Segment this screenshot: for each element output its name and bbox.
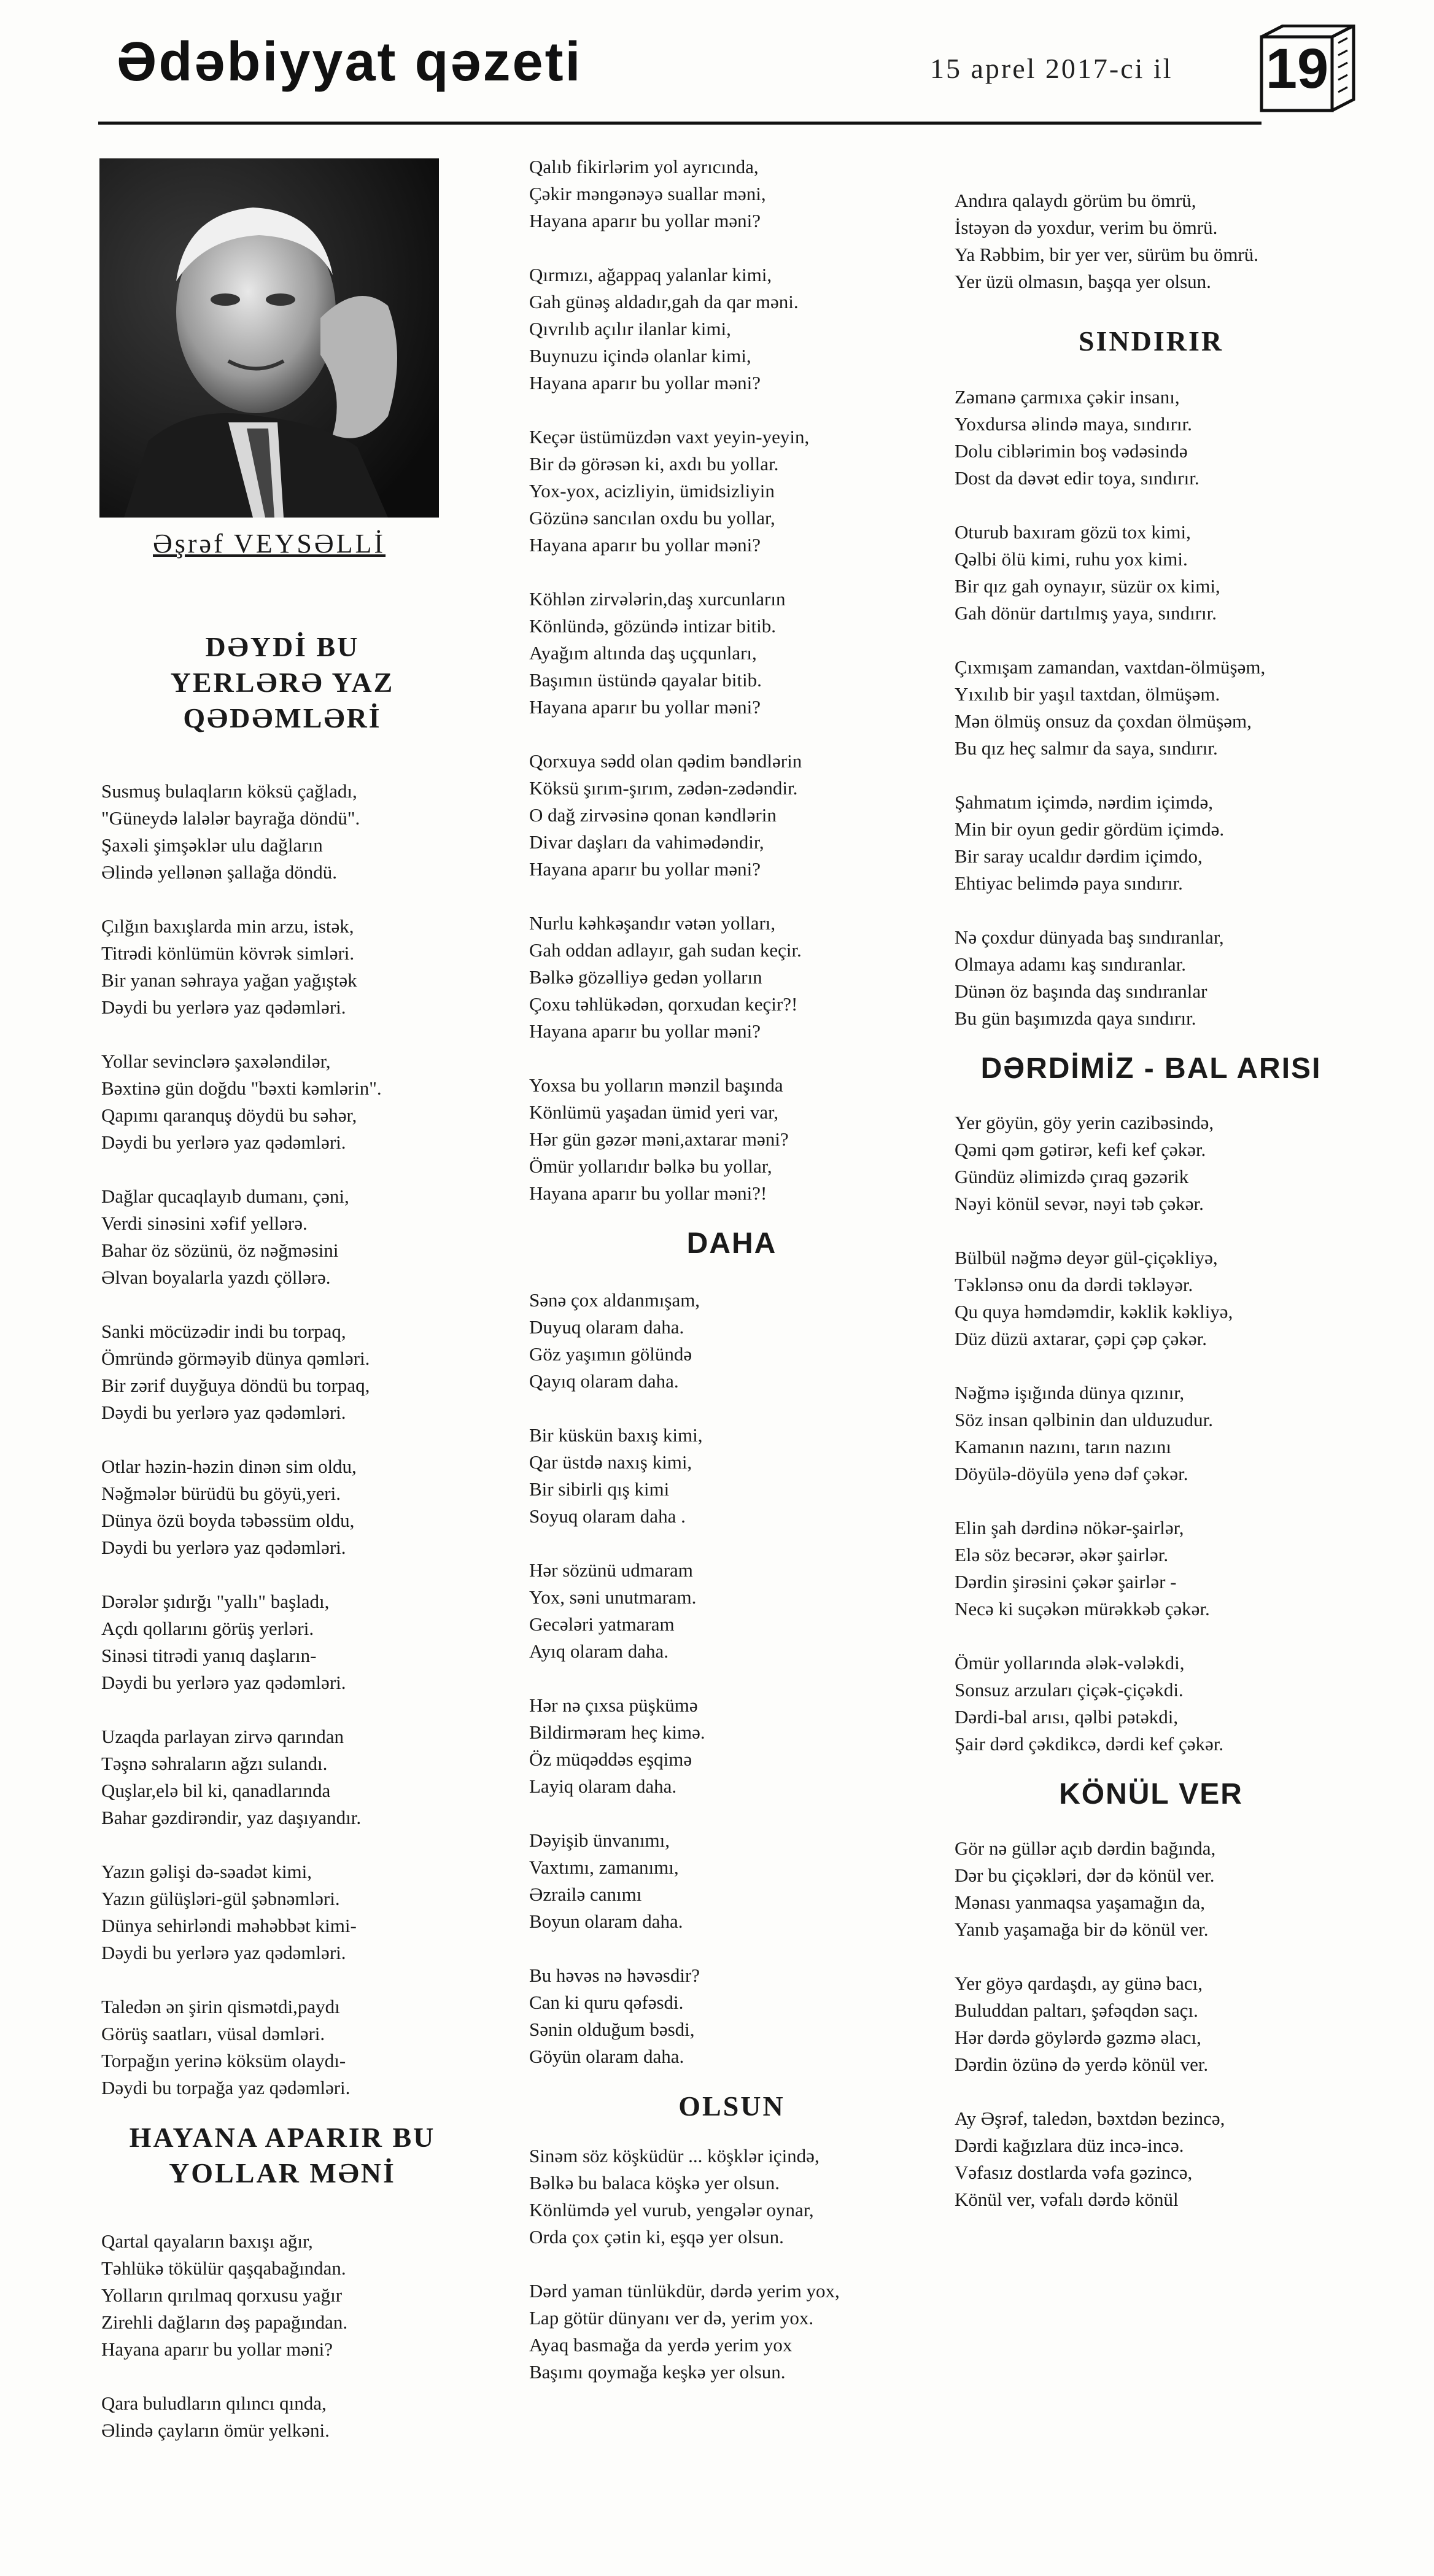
- stanza: [955, 1379, 1347, 1488]
- verse-line: Bir zərif duyğuya döndü bu torpaq,: [101, 1375, 370, 1396]
- poem-title: DƏRDİMİZ - BAL ARISI: [980, 1052, 1322, 1085]
- verse-line: Qar üstdə naxış kimi,: [529, 1451, 692, 1473]
- verse-line: Şaxəli şimşəklər ulu dağların: [101, 834, 323, 856]
- verse-line: Çoxu təhlükədən, qorxudan keçir?!: [529, 993, 798, 1015]
- verse-line: Necə ki suçəkən mürəkkəb çəkər.: [955, 1598, 1210, 1620]
- verse-line: Yer göyün, göy yerin cazibəsində,: [955, 1112, 1214, 1133]
- verse-line: Gah dönür dartılmış yaya, sındırır.: [955, 602, 1217, 624]
- verse-line: Yer üzü olmasın, başqa yer olsun.: [955, 271, 1211, 292]
- verse-line: Zirehli dağların dəş papağından.: [101, 2311, 348, 2333]
- verse-line: Ömür yollarında ələk-vələkdi,: [955, 1652, 1185, 1674]
- verse-line: Dəydi bu torpağa yaz qədəmləri.: [101, 2077, 351, 2098]
- verse-line: Buluddan paltarı, şəfəqdən saçı.: [955, 2000, 1198, 2021]
- verse-line: Titrədi könlümün kövrək simləri.: [101, 942, 355, 964]
- verse-line: Dərdin özünə də yerdə könül ver.: [955, 2054, 1209, 2075]
- verse-line: Dəydi bu yerlərə yaz qədəmləri.: [101, 1942, 346, 1963]
- verse-line: Yollar sevinclərə şaxələndilər,: [101, 1050, 331, 1072]
- verse-line: Qara buludların qılıncı qında,: [101, 2392, 327, 2414]
- verse-line: Gündüz əlimizdə çıraq gəzərik: [955, 1166, 1189, 1187]
- verse-line: Hər nə çıxsa püşkümə: [529, 1694, 698, 1716]
- verse-line: Andıra qalaydı görüm bu ömrü,: [955, 190, 1196, 211]
- verse-line: Yoxdursa əlində maya, sındırır.: [955, 413, 1192, 435]
- stanza: [101, 1858, 463, 1966]
- stanza: [529, 1072, 934, 1207]
- stanza: [955, 2105, 1347, 2213]
- verse-line: Şair dərd çəkdikcə, dərdi kef çəkər.: [955, 1733, 1224, 1755]
- verse-line: Təşnə səhraların ağzı sulandı.: [101, 1753, 328, 1774]
- verse-line: Çılğın baxışlarda min arzu, istək,: [101, 915, 354, 937]
- verse-line: Ya Rəbbim, bir yer ver, sürüm bu ömrü.: [955, 244, 1259, 265]
- verse-line: Sənə çox aldanmışam,: [529, 1289, 700, 1311]
- verse-line: Hər sözünü udmaram: [529, 1559, 693, 1581]
- verse-line: Bir də görəsən ki, axdı bu yollar.: [529, 453, 779, 475]
- verse-line: Hər gün gəzər məni,axtarar məni?: [529, 1128, 789, 1150]
- poem-title: DƏYDİ BU YERLƏRƏ YAZ QƏDƏMLƏRİ: [170, 631, 395, 734]
- verse-line: Qu quya həmdəmdir, kəklik kəkliyə,: [955, 1301, 1233, 1322]
- verse-line: Ay Əşrəf, taledən, bəxtdən bezincə,: [955, 2108, 1225, 2129]
- verse-line: Gözünə sancılan oxdu bu yollar,: [529, 507, 775, 529]
- column-3: [955, 187, 1347, 2213]
- verse-line: Bir saray ucaldır dərdim içimdo,: [955, 845, 1203, 867]
- verse-line: Quşlar,elə bil ki, qanadlarında: [101, 1780, 331, 1801]
- verse-line: "Güneydə lalələr bayrağa döndü".: [101, 807, 360, 829]
- verse-line: Bir qız gah oynayır, süzür ox kimi,: [955, 575, 1220, 597]
- verse-line: Yoxsa bu yolların mənzil başında: [529, 1074, 783, 1096]
- verse-line: Ömür yollarıdır bəlkə bu yollar,: [529, 1155, 772, 1177]
- stanza: [955, 924, 1347, 1032]
- verse-line: Qəlbi ölü kimi, ruhu yox kimi.: [955, 548, 1188, 570]
- verse-line: Gecələri yatmaram: [529, 1613, 675, 1635]
- poem-title: OLSUN: [678, 2090, 785, 2122]
- verse-line: Dünən öz başında daş sındıranlar: [955, 980, 1207, 1002]
- verse-line: Dərdin şirəsini çəkər şairlər -: [955, 1571, 1177, 1593]
- verse-line: Çəkir məngənəyə suallar məni,: [529, 183, 766, 204]
- verse-line: Otlar həzin-həzin dinən sim oldu,: [101, 1456, 357, 1477]
- verse-line: Can ki quru qəfəsdi.: [529, 1992, 684, 2013]
- verse-line: Ayıq olaram daha.: [529, 1640, 669, 1662]
- stanza: [529, 262, 934, 397]
- verse-line: Boyun olaram daha.: [529, 1911, 683, 1932]
- verse-line: Hayana aparır bu yollar məni?!: [529, 1182, 767, 1204]
- verse-line: Nurlu kəhkəşandır vətən yolları,: [529, 912, 776, 934]
- stanza: [955, 1244, 1347, 1352]
- verse-line: Hayana aparır bu yollar məni?: [529, 696, 761, 718]
- stanza: [955, 519, 1347, 627]
- stanza: [101, 1318, 463, 1426]
- poem-title: KÖNÜL VER: [1059, 1778, 1243, 1810]
- poem-title: DAHA: [686, 1227, 777, 1260]
- author-name: Əşrəf VEYSƏLLİ: [152, 529, 386, 559]
- stanza: [101, 1453, 463, 1561]
- verse-line: Vaxtımı, zamanımı,: [529, 1856, 679, 1878]
- verse-line: Təklənsə onu da dərdi təkləyər.: [955, 1274, 1193, 1295]
- stanza: [955, 384, 1347, 492]
- stanza: [101, 778, 463, 886]
- stanza: [955, 1515, 1347, 1623]
- verse-line: Dəydi bu yerlərə yaz qədəmləri.: [101, 996, 346, 1018]
- stanza: [529, 153, 934, 235]
- verse-line: Əzrailə canımı: [529, 1884, 642, 1905]
- verse-line: Susmuş bulaqların köksü çağladı,: [101, 780, 357, 802]
- verse-line: Taledən ən şirin qismətdi,paydı: [101, 1996, 340, 2017]
- masthead-rule: [98, 122, 1262, 125]
- stanza: [955, 1970, 1347, 2078]
- verse-line: Köksü şırım-şırım, zədən-zədəndir.: [529, 777, 798, 799]
- stanza: [529, 2143, 934, 2251]
- verse-line: Qorxuya sədd olan qədim bəndlərin: [529, 750, 802, 772]
- verse-line: Orda çox çətin ki, eşqə yer olsun.: [529, 2226, 784, 2248]
- verse-line: Ömründə görməyib dünya qəmləri.: [101, 1348, 370, 1369]
- verse-line: Könlümdə yel vurub, yengələr oynar,: [529, 2199, 814, 2221]
- verse-line: Ayaq basmağa da yerdə yerim yox: [529, 2334, 793, 2356]
- verse-line: Bahar gəzdirəndir, yaz daşıyandır.: [101, 1807, 362, 1828]
- verse-line: İstəyən də yoxdur, verim bu ömrü.: [955, 217, 1218, 238]
- verse-line: Soyuq olaram daha .: [529, 1505, 686, 1527]
- verse-line: Əlvan boyalarla yazdı çöllərə.: [101, 1267, 331, 1288]
- stanza: [101, 2228, 463, 2363]
- verse-line: Ayağım altında daş uçqunları,: [529, 642, 757, 664]
- verse-line: Yıxılıb bir yaşıl taxtdan, ölmüşəm.: [955, 683, 1220, 705]
- verse-line: Duyuq olaram daha.: [529, 1316, 684, 1338]
- verse-line: Şahmatım içimdə, nərdim içimdə,: [955, 791, 1213, 813]
- verse-line: Bəlkə gözəlliyə gedən yolların: [529, 966, 762, 988]
- stanza: [529, 1827, 934, 1935]
- verse-line: Oturub baxıram gözü tox kimi,: [955, 521, 1191, 543]
- verse-line: Torpağın yerinə köksüm olaydı-: [101, 2050, 346, 2071]
- verse-line: Dəydi bu yerlərə yaz qədəmləri.: [101, 1672, 346, 1693]
- verse-line: Elə söz becərər, əkər şairlər.: [955, 1544, 1169, 1565]
- verse-line: Gah oddan adlayır, gah sudan keçir.: [529, 939, 802, 961]
- stanza: [955, 1835, 1347, 1943]
- verse-line: Söz insan qəlbinin dan ulduzudur.: [955, 1409, 1214, 1430]
- column-1: [101, 629, 463, 2444]
- issue-date: 15 aprel 2017-ci il: [930, 53, 1173, 84]
- poem-title: HAYANA APARIR BU YOLLAR MƏNİ: [129, 2122, 436, 2189]
- verse-line: Dünya sehirləndi məhəbbət kimi-: [101, 1915, 357, 1936]
- verse-line: Olmaya adamı kaş sındıranlar.: [955, 953, 1187, 975]
- verse-line: Nəğmələr bürüdü bu göyü,yeri.: [101, 1483, 341, 1504]
- verse-line: Hayana aparır bu yollar məni?: [101, 2338, 333, 2360]
- verse-line: Yolların qırılmaq qorxusu yağır: [101, 2284, 343, 2306]
- verse-line: Dəydi bu yerlərə yaz qədəmləri.: [101, 1402, 346, 1423]
- verse-line: Uzaqda parlayan zirvə qarından: [101, 1726, 344, 1747]
- verse-line: Könül ver, vəfalı dərdə könül: [955, 2189, 1179, 2210]
- verse-line: Buynuzu içində olanlar kimi,: [529, 345, 751, 367]
- verse-line: Dərd yaman tünlükdür, dərdə yerim yox,: [529, 2280, 840, 2302]
- verse-line: Əlində yellənən şallağa döndü.: [101, 861, 337, 883]
- newspaper-title: Ədəbiyyat qəzeti: [117, 31, 583, 93]
- verse-line: Bu gün başımızda qaya sındırır.: [955, 1007, 1196, 1029]
- verse-line: Bülbül nəğmə deyər gül-çiçəkliyə,: [955, 1247, 1218, 1268]
- verse-line: Yazın gəlişi də-səadət kimi,: [101, 1861, 312, 1882]
- verse-line: Kamanın nazını, tarın nazını: [955, 1436, 1171, 1457]
- verse-line: Hər dərdə göylərdə gəzmə əlacı,: [955, 2027, 1201, 2048]
- verse-line: Sənin olduğum bəsdi,: [529, 2019, 695, 2040]
- stanza: [529, 1692, 934, 1800]
- stanza: [101, 1723, 463, 1831]
- verse-line: Dər bu çiçəkləri, dər də könül ver.: [955, 1864, 1215, 1886]
- stanza: [101, 1183, 463, 1291]
- verse-line: Hayana aparır bu yollar məni?: [529, 1020, 761, 1042]
- verse-line: Qəmi qəm gətirər, kefi kef çəkər.: [955, 1139, 1206, 1160]
- verse-line: Könlündə, gözündə intizar bitib.: [529, 615, 777, 637]
- verse-line: Dəydi bu yerlərə yaz qədəmləri.: [101, 1131, 346, 1153]
- verse-line: Bu qız heç salmır da saya, sındırır.: [955, 737, 1218, 759]
- verse-line: Dolu ciblərimin boş vədəsində: [955, 440, 1188, 462]
- column-2: [529, 153, 934, 2386]
- verse-line: Hayana aparır bu yollar məni?: [529, 534, 761, 556]
- verse-line: Dost da dəvət edir toya, sındırır.: [955, 467, 1200, 489]
- stanza: [101, 913, 463, 1021]
- verse-line: Sonsuz arzuları çiçək-çiçəkdi.: [955, 1679, 1184, 1701]
- verse-line: Min bir oyun gedir gördüm içimdə.: [955, 818, 1225, 840]
- verse-line: Lap götür dünyanı ver də, yerim yox.: [529, 2307, 814, 2329]
- verse-line: Dərdi kağızlara düz incə-incə.: [955, 2135, 1184, 2156]
- verse-line: Açdı qollarını görüş yerləri.: [101, 1618, 314, 1639]
- verse-line: Dünya özü boyda təbəssüm oldu,: [101, 1510, 355, 1531]
- stanza: [529, 1287, 934, 1395]
- verse-line: Düz düzü axtarar, çəpi çəp çəkər.: [955, 1328, 1207, 1349]
- verse-line: Dəydi bu yerlərə yaz qədəmləri.: [101, 1537, 346, 1558]
- poem-title: SINDIRIR: [1078, 325, 1224, 357]
- verse-line: Gah günəş aldadır,gah da qar məni.: [529, 291, 799, 312]
- stanza: [955, 1650, 1347, 1758]
- author-photo: [99, 158, 439, 518]
- verse-line: Bu həvəs nə həvəsdir?: [529, 1965, 700, 1986]
- page-number: 19: [1265, 37, 1329, 100]
- stanza: [101, 1588, 463, 1696]
- verse-line: Verdi sinəsini xəfif yellərə.: [101, 1212, 308, 1234]
- stanza: [955, 187, 1347, 295]
- verse-line: Köhlən zirvələrin,daş xurcunların: [529, 588, 786, 610]
- verse-line: Yazın gülüşləri-gül şəbnəmləri.: [101, 1888, 340, 1909]
- verse-line: Sinəsi titrədi yanıq daşların-: [101, 1645, 317, 1666]
- verse-line: Ehtiyac belimdə paya sındırır.: [955, 872, 1183, 894]
- verse-line: Dağlar qucaqlayıb dumanı, çəni,: [101, 1185, 349, 1207]
- verse-line: Qartal qayaların baxışı ağır,: [101, 2230, 313, 2252]
- verse-line: Təhlükə tökülür qaşqabağından.: [101, 2257, 346, 2279]
- verse-line: Yer göyə qardaşdı, ay günə bacı,: [955, 1973, 1203, 1994]
- verse-line: Dəyişib ünvanımı,: [529, 1829, 670, 1851]
- verse-line: Öz müqəddəs eşqimə: [529, 1748, 692, 1770]
- verse-line: Bir sibirli qış kimi: [529, 1478, 670, 1500]
- stanza: [529, 2278, 934, 2386]
- verse-line: Qıvrılıb açılır ilanlar kimi,: [529, 318, 731, 339]
- verse-line: Sanki möcüzədir indi bu torpaq,: [101, 1321, 346, 1342]
- verse-line: Yanıb yaşamağa bir də könül ver.: [955, 1918, 1209, 1940]
- masthead: [0, 0, 1434, 141]
- verse-line: Yox-yox, acizliyin, ümidsizliyin: [529, 480, 775, 502]
- stanza: [101, 2390, 463, 2444]
- stanza: [529, 1557, 934, 1665]
- stanza: [101, 1048, 463, 1156]
- verse-line: Göyün olaram daha.: [529, 2046, 684, 2067]
- verse-line: Mən ölmüş onsuz da çoxdan ölmüşəm,: [955, 710, 1252, 732]
- verse-line: Bəxtinə gün doğdu "bəxti kəmlərin".: [101, 1077, 382, 1099]
- verse-line: Nəyi könül sevər, nəyi təb çəkər.: [955, 1193, 1204, 1214]
- verse-line: Bəlkə bu balaca köşkə yer olsun.: [529, 2172, 780, 2194]
- verse-line: Hayana aparır bu yollar məni?: [529, 210, 761, 231]
- verse-line: Zəmanə çarmıxa çəkir insanı,: [955, 386, 1180, 408]
- verse-line: Sinəm söz köşküdür ... köşklər içində,: [529, 2145, 820, 2167]
- verse-line: Hayana aparır bu yollar məni?: [529, 858, 761, 880]
- verse-line: Göz yaşımın gölündə: [529, 1343, 692, 1365]
- verse-line: Gör nə güllər açıb dərdin bağında,: [955, 1837, 1216, 1859]
- verse-line: Başımı qoymağa keşkə yer olsun.: [529, 2361, 786, 2383]
- verse-line: Əlində çayların ömür yelkəni.: [101, 2419, 330, 2441]
- stanza: [529, 1962, 934, 2070]
- stanza: [529, 586, 934, 721]
- verse-line: Çıxmışam zamandan, vaxtdan-ölmüşəm,: [955, 656, 1266, 678]
- verse-line: Nəğmə işığında dünya qızınır,: [955, 1382, 1185, 1403]
- stanza: [955, 654, 1347, 762]
- verse-line: Bir küskün baxış kimi,: [529, 1424, 703, 1446]
- verse-line: Bildirməram heç kimə.: [529, 1721, 705, 1743]
- stanza: [101, 1993, 463, 2101]
- verse-line: Elin şah dərdinə nökər-şairlər,: [955, 1517, 1184, 1538]
- verse-line: Layiq olaram daha.: [529, 1775, 677, 1797]
- verse-line: Keçər üstümüzdən vaxt yeyin-yeyin,: [529, 426, 810, 448]
- verse-line: Başımın üstündə qayalar bitib.: [529, 669, 762, 691]
- verse-line: Qapımı qaranquş döydü bu səhər,: [101, 1104, 357, 1126]
- verse-line: Döyülə-döyülə yenə dəf çəkər.: [955, 1463, 1188, 1484]
- verse-line: Dərdi-bal arısı, qəlbi pətəkdi,: [955, 1706, 1179, 1728]
- verse-line: Hayana aparır bu yollar məni?: [529, 372, 761, 394]
- verse-line: Qalıb fikirlərim yol ayrıcında,: [529, 156, 759, 177]
- stanza: [955, 1109, 1347, 1217]
- verse-line: Bahar öz sözünü, öz nəğməsini: [101, 1240, 339, 1261]
- verse-line: Bir yanan səhraya yağan yağıştək: [101, 969, 357, 991]
- stanza: [529, 1422, 934, 1530]
- verse-line: Qırmızı, ağappaq yalanlar kimi,: [529, 264, 772, 285]
- verse-line: Yox, səni unutmaram.: [529, 1586, 697, 1608]
- verse-line: O dağ zirvəsinə qonan kəndlərin: [529, 804, 777, 826]
- verse-line: Görüş saatları, vüsal dəmləri.: [101, 2023, 325, 2044]
- verse-line: Vəfasız dostlarda vəfa gəzincə,: [955, 2162, 1193, 2183]
- verse-line: Divar daşları da vahimədəndir,: [529, 831, 764, 853]
- stanza: [529, 748, 934, 883]
- verse-line: Könlümü yaşadan ümid yeri var,: [529, 1101, 778, 1123]
- verse-line: Mənası yanmaqsa yaşamağın da,: [955, 1891, 1206, 1913]
- verse-line: Nə çoxdur dünyada baş sındıranlar,: [955, 926, 1224, 948]
- stanza: [955, 789, 1347, 897]
- stanza: [529, 910, 934, 1045]
- stanza: [529, 424, 934, 559]
- verse-line: Qayıq olaram daha.: [529, 1370, 679, 1392]
- verse-line: Dərələr şıdırğı "yallı" başladı,: [101, 1591, 330, 1612]
